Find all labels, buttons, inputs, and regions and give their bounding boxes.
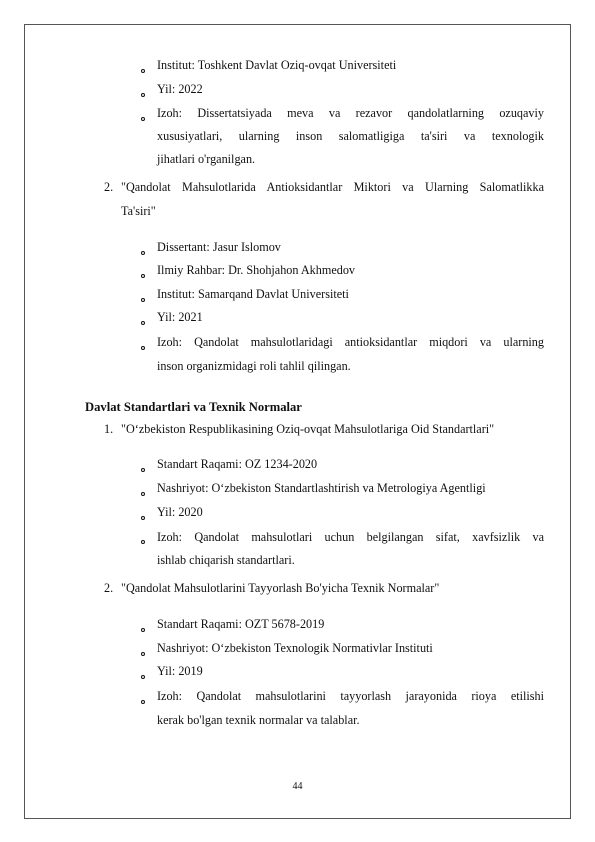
bullet-icon — [141, 652, 145, 656]
list-item: Yil: 2020 — [157, 505, 203, 519]
list-item: Institut: Samarqand Davlat Universiteti — [157, 287, 349, 301]
list-item-izoh-line: ishlab chiqarish standartlari. — [157, 553, 295, 567]
page-number: 44 — [292, 781, 303, 792]
list-item-izoh-line: Izoh: Qandolat mahsulotlarini tayyorlash jarayonida rioya etilishi — [157, 689, 544, 703]
list-item: Dissertant: Jasur Islomov — [157, 240, 281, 254]
list-item: Institut: Toshkent Davlat Oziq-ovqat Universiteti — [157, 58, 397, 72]
list-item: Nashriyot: O‘zbekiston Texnologik Normativlar Instituti — [157, 641, 433, 655]
bullet-icon — [141, 675, 145, 679]
entry-title: "Qandolat Mahsulotlarida Antioksidantlar Miktori va Ularning Salomatlikka — [121, 180, 544, 194]
list-number: 2. — [104, 180, 114, 194]
list-item-izoh-line: kerak bo'lgan texnik normalar va talablar. — [157, 713, 360, 727]
bullet-icon — [141, 274, 145, 278]
bullet-icon — [141, 298, 145, 302]
list-item: Yil: 2021 — [157, 310, 203, 324]
bullet-icon — [141, 516, 145, 520]
list-item-izoh-line: Izoh: Dissertatsiyada meva va rezavor qandolatlarning ozuqaviy — [157, 106, 544, 120]
list-item: Yil: 2019 — [157, 664, 203, 678]
bullet-icon — [141, 346, 145, 350]
list-item: Standart Raqami: OZT 5678-2019 — [157, 617, 325, 631]
bullet-icon — [141, 492, 145, 496]
section-heading: Davlat Standartlari va Texnik Normalar — [85, 400, 302, 414]
bullet-icon — [141, 93, 145, 97]
bullet-icon — [141, 628, 145, 632]
bullet-icon — [141, 69, 145, 73]
list-item: Nashriyot: O‘zbekiston Standartlashtirish va Metrologiya Agentligi — [157, 481, 486, 495]
list-item-izoh-line: xususiyatlari, ularning inson salomatligiga ta'siri va texnologik — [157, 129, 544, 143]
list-item: Ilmiy Rahbar: Dr. Shohjahon Akhmedov — [157, 263, 356, 277]
entry-title: "O‘zbekiston Respublikasining Oziq-ovqat Mahsulotlariga Oid Standartlari" — [121, 422, 495, 436]
list-item-izoh-line: inson organizmidagi roli tahlil qilingan. — [157, 359, 351, 373]
entry-title: Ta'siri" — [121, 204, 156, 218]
bullet-icon — [141, 251, 145, 255]
bullet-icon — [141, 468, 145, 472]
list-item-izoh-line: Izoh: Qandolat mahsulotlaridagi antioksidantlar miqdori va ularning — [157, 335, 544, 349]
entry-title: "Qandolat Mahsulotlarini Tayyorlash Bo'yicha Texnik Normalar" — [121, 581, 440, 595]
list-item-izoh-line: Izoh: Qandolat mahsulotlari uchun belgilangan sifat, xavfsizlik va — [157, 530, 544, 544]
list-number: 1. — [104, 422, 114, 436]
list-item: Standart Raqami: OZ 1234-2020 — [157, 457, 318, 471]
list-item: Yil: 2022 — [157, 82, 203, 96]
bullet-icon — [141, 117, 145, 121]
bullet-icon — [141, 540, 145, 544]
list-item-izoh-line: jihatlari o'rganilgan. — [157, 152, 256, 166]
list-number: 2. — [104, 581, 114, 595]
bullet-icon — [141, 321, 145, 325]
bullet-icon — [141, 700, 145, 704]
